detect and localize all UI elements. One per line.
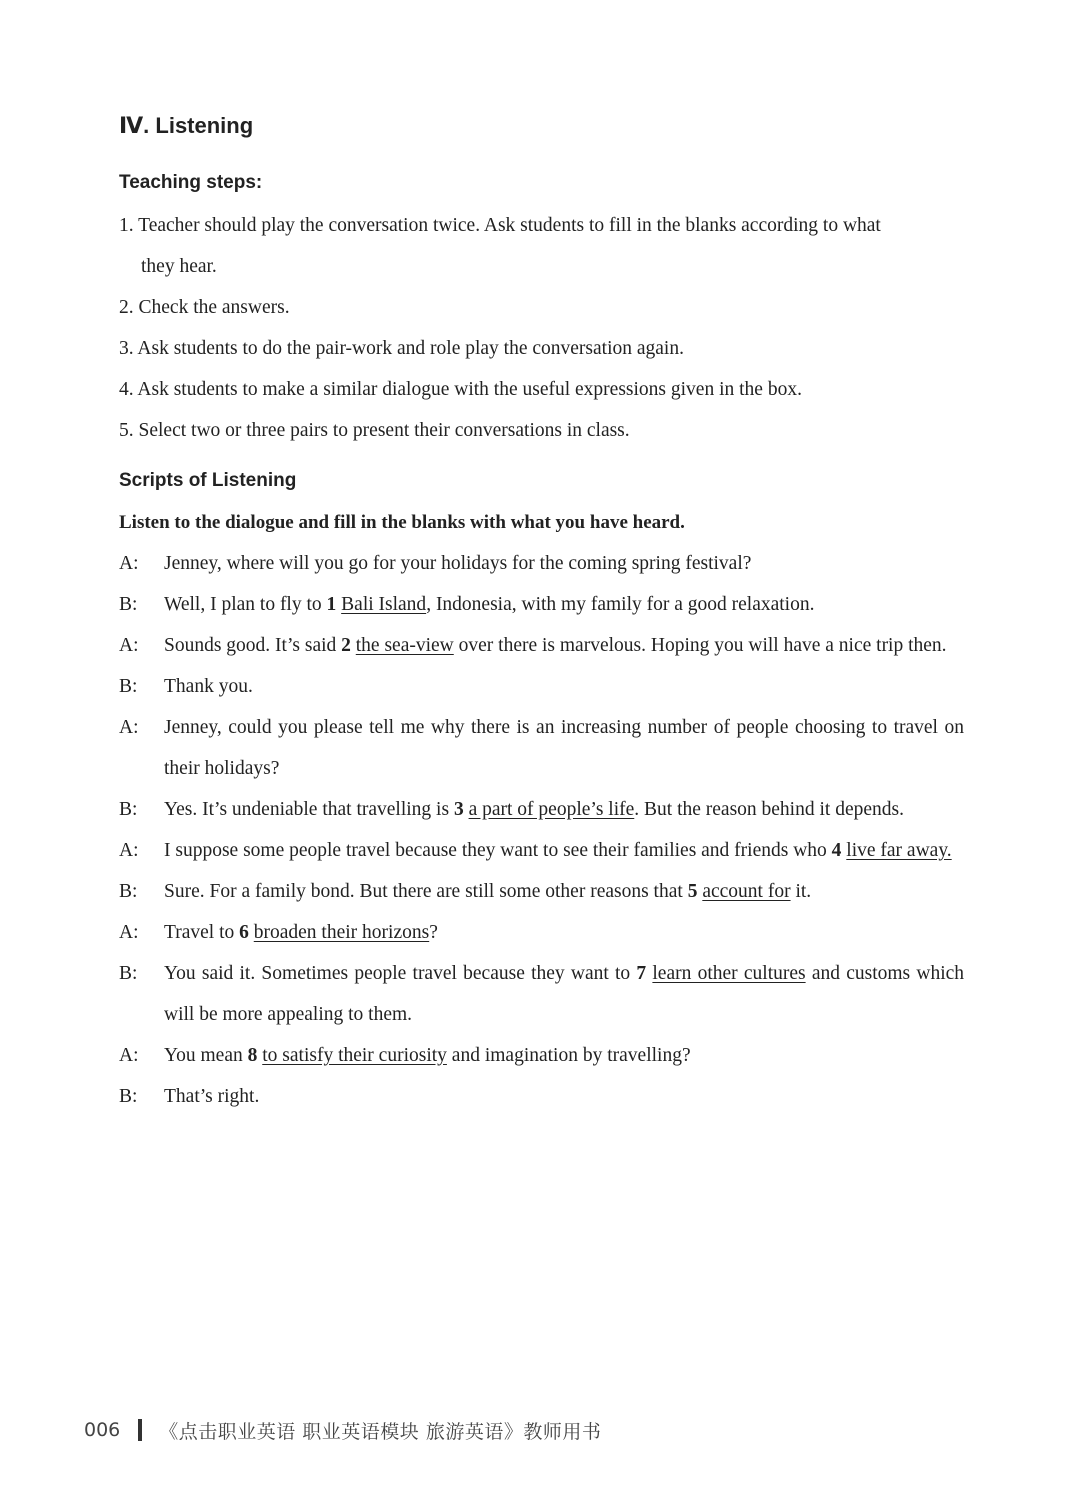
book-title: 《点击职业英语 职业英语模块 旅游英语》教师用书: [159, 1420, 602, 1443]
step-item: 5. Select two or three pairs to present their conversations in class.: [119, 420, 630, 441]
dialogue-line: [119, 1035, 964, 1076]
dialogue-fragment: Jenney, could you please tell me why there is an increasing number of people choosing to travel on their holidays?: [164, 717, 964, 779]
speaker-label: A:: [119, 553, 139, 574]
dialogue-fragment: Thank you.: [164, 676, 253, 697]
blank-answer: to satisfy their curiosity: [262, 1045, 447, 1066]
dialogue-line: [119, 789, 964, 830]
dialogue-fragment: , Indonesia, with my family for a good relaxation.: [426, 594, 815, 615]
dialogue-fragment: it.: [790, 881, 812, 902]
blank-number: 8: [247, 1045, 258, 1066]
dialogue-line: [119, 666, 964, 707]
dialogue-fragment: ?: [429, 922, 438, 943]
dialogue-fragment: Travel to: [164, 922, 240, 943]
blank-answer: Bali Island: [341, 594, 427, 615]
dialogue-text: [164, 666, 964, 707]
speaker-label: A:: [119, 1045, 139, 1066]
scripts-heading: Scripts of Listening: [119, 470, 297, 491]
dialogue-line: [119, 625, 964, 666]
speaker-label: A:: [119, 840, 139, 861]
dialogue-line: [119, 912, 964, 953]
speaker-label: B:: [119, 594, 138, 615]
dialogue-text: [164, 1076, 964, 1117]
dialogue-text: [164, 830, 964, 871]
dialogue-text: [164, 953, 964, 1035]
speaker-label: A:: [119, 922, 139, 943]
dialogue-text: [164, 871, 964, 912]
dialogue-line: [119, 1076, 964, 1117]
blank-number: 4: [831, 840, 842, 861]
blank-number: 2: [341, 635, 351, 656]
step-item: 3. Ask students to do the pair-work and role play the conversation again.: [119, 338, 684, 359]
dialogue-fragment: Sure. For a family bond. But there are still some other reasons that: [164, 881, 688, 902]
speaker-label: B:: [119, 1086, 138, 1107]
dialogue-fragment: You said it. Sometimes people travel because they want to: [164, 963, 637, 984]
dialogue-fragment: I suppose some people travel because they want to see their families and friends who: [164, 840, 832, 861]
dialogue: [119, 543, 964, 1117]
step-item: 2. Check the answers.: [119, 297, 290, 318]
speaker-label: A:: [119, 717, 139, 738]
dialogue-line: [119, 871, 964, 912]
blank-answer: broaden their horizons: [253, 922, 430, 943]
section-title: Ⅳ. Listening: [119, 113, 254, 138]
dialogue-fragment: and imagination by travelling?: [446, 1045, 691, 1066]
step-item: 4. Ask students to make a similar dialogue with the useful expressions given in the box.: [119, 379, 802, 400]
dialogue-text: [164, 1035, 964, 1076]
dialogue-fragment: Jenney, where will you go for your holidays for the coming spring festival?: [164, 553, 752, 574]
dialogue-fragment: That’s right.: [164, 1086, 260, 1107]
blank-number: 3: [453, 799, 464, 820]
dialogue-text: [164, 912, 964, 953]
teaching-steps-heading: Teaching steps:: [119, 172, 263, 193]
blank-answer: a part of people’s life: [468, 799, 635, 820]
dialogue-text: [164, 584, 964, 625]
listening-instruction: Listen to the dialogue and fill in the blanks with what you have heard.: [119, 512, 685, 533]
dialogue-fragment: over there is marvelous. Hoping you will have a nice trip then.: [453, 635, 947, 656]
blank-answer: learn other cultures: [652, 963, 806, 984]
page-footer: [84, 1414, 601, 1446]
dialogue-fragment: You mean: [164, 1045, 248, 1066]
blank-number: 6: [239, 922, 249, 943]
teaching-steps-list: [119, 205, 964, 451]
dialogue-text: [164, 707, 964, 789]
dialogue-line: [119, 707, 964, 789]
dialogue-text: [164, 625, 964, 666]
dialogue-line: [119, 953, 964, 1035]
footer-divider: [138, 1419, 142, 1441]
blank-number: 7: [636, 963, 647, 984]
step-item: 1. Teacher should play the conversation twice. Ask students to fill in the blanks according to what they hear.: [119, 215, 881, 277]
blank-answer: live far away.: [846, 840, 952, 861]
dialogue-fragment: Well, I plan to fly to: [164, 594, 327, 615]
dialogue-line: [119, 830, 964, 871]
speaker-label: A:: [119, 635, 139, 656]
speaker-label: B:: [119, 881, 138, 902]
dialogue-line: [119, 543, 964, 584]
speaker-label: B:: [119, 963, 138, 984]
blank-answer: account for: [702, 881, 791, 902]
speaker-label: B:: [119, 676, 138, 697]
dialogue-text: [164, 543, 964, 584]
blank-number: 5: [687, 881, 698, 902]
dialogue-fragment: Sounds good. It’s said: [164, 635, 342, 656]
blank-answer: the sea-view: [355, 635, 454, 656]
blank-number: 1: [326, 594, 337, 615]
speaker-label: B:: [119, 799, 138, 820]
dialogue-line: [119, 584, 964, 625]
dialogue-fragment: . But the reason behind it depends.: [634, 799, 904, 820]
dialogue-fragment: and customs which will be more appealing to them.: [164, 963, 965, 1025]
dialogue-fragment: Yes. It’s undeniable that travelling is: [164, 799, 454, 820]
page-number: 006: [84, 1419, 121, 1441]
dialogue-text: [164, 789, 964, 830]
